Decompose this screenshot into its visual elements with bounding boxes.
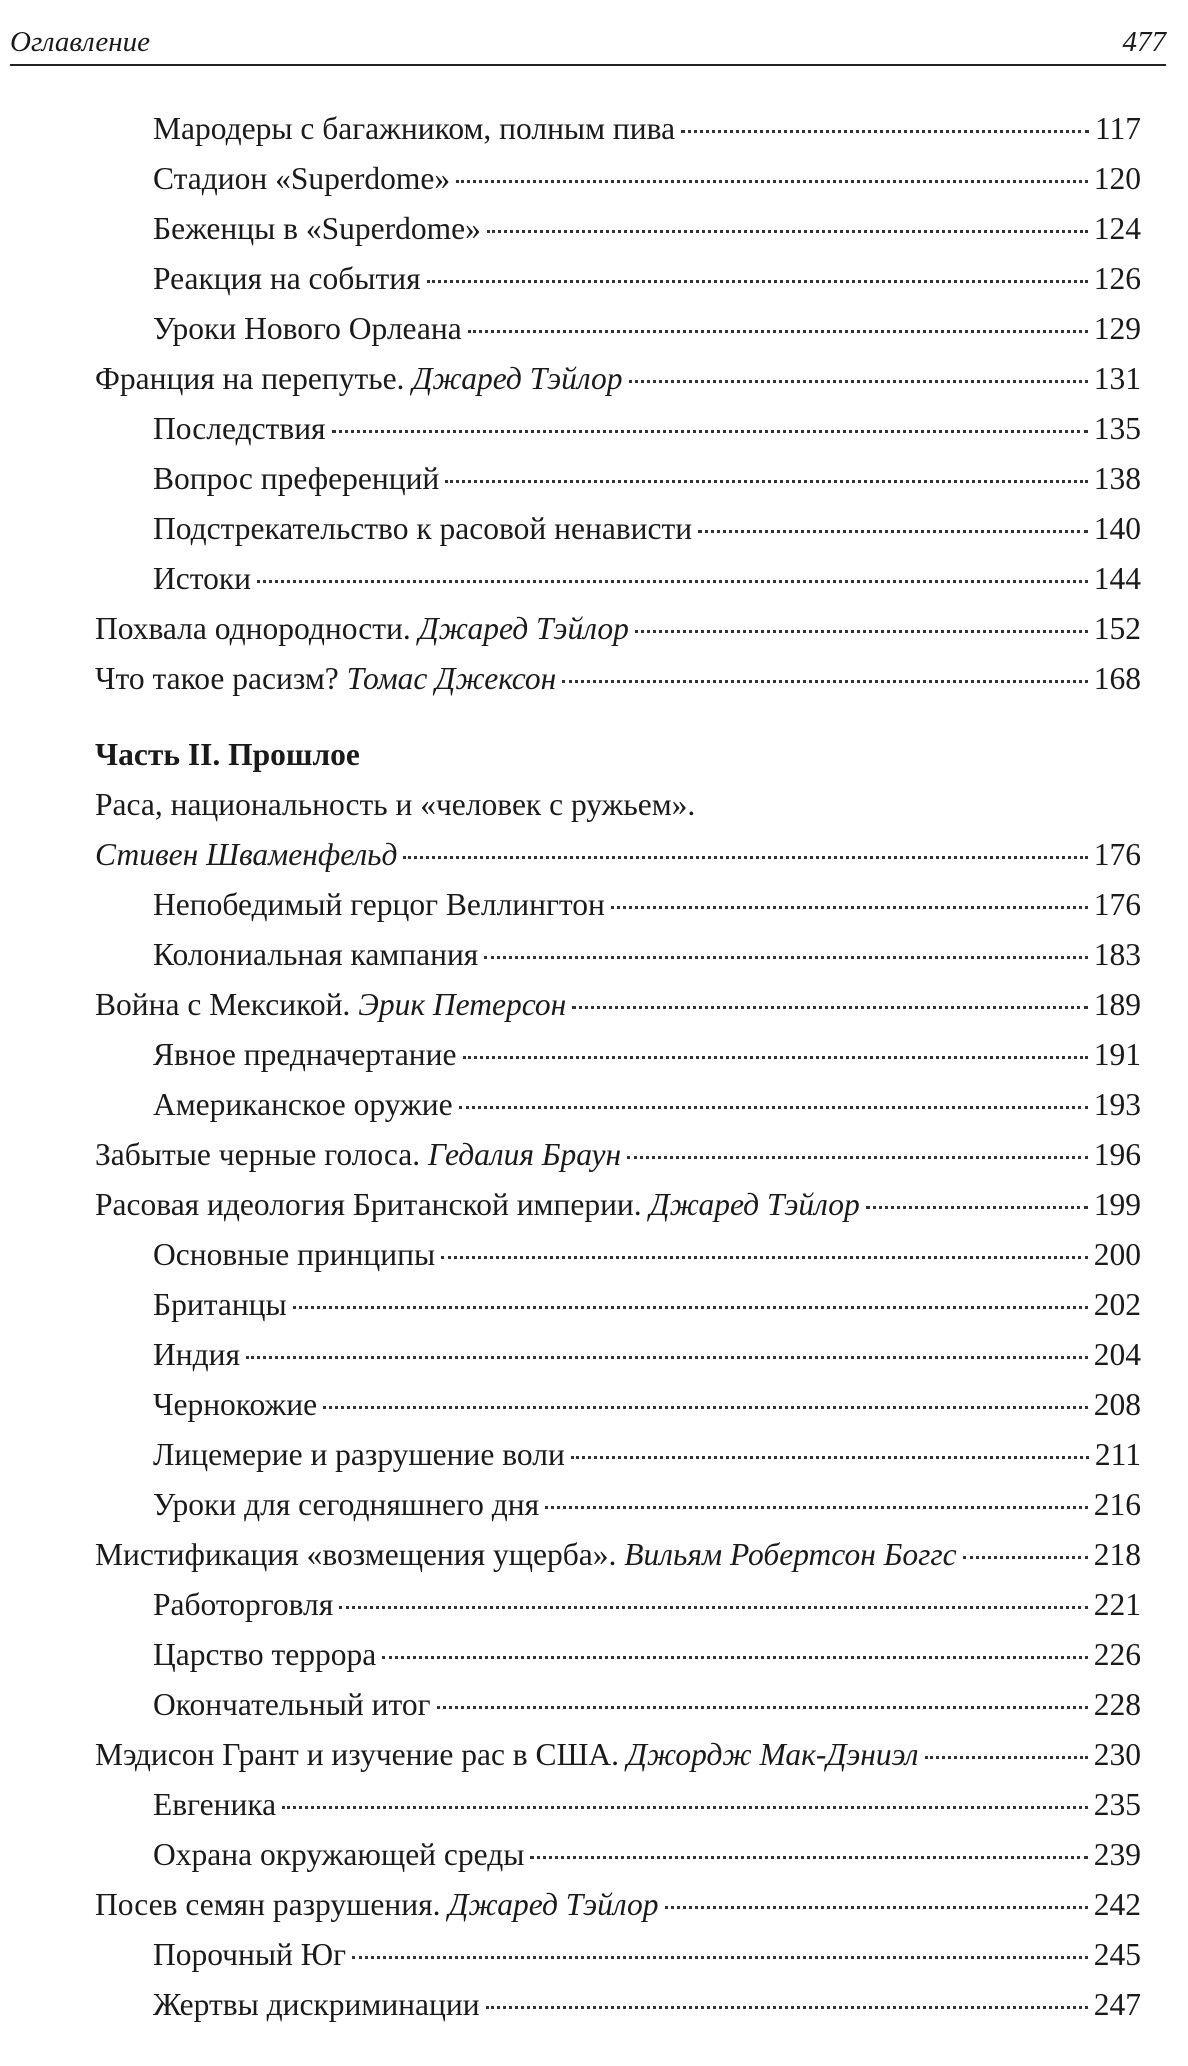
dot-leader <box>445 480 1087 483</box>
toc-subentry <box>95 1080 1141 1130</box>
dot-leader <box>323 1406 1088 1409</box>
toc-entry-page: 242 <box>1093 1887 1141 1922</box>
dot-leader <box>282 1806 1088 1809</box>
toc-entry-title-text: Индия <box>153 1337 240 1372</box>
dot-leader <box>635 630 1088 633</box>
toc-entry-page: 176 <box>1093 887 1141 922</box>
dot-leader <box>572 1006 1087 1009</box>
toc-entry-title <box>153 1430 565 1480</box>
toc-entry-page: 135 <box>1093 411 1141 446</box>
toc-entry-title <box>95 1730 919 1780</box>
toc-entry-page: 131 <box>1093 361 1141 396</box>
toc-entry <box>95 1130 1141 1180</box>
toc-entry-page: 228 <box>1093 1687 1141 1722</box>
toc-entry <box>95 654 1141 704</box>
toc-entry-author: Джаред Тэйлор <box>418 611 629 646</box>
toc-entry-page: 245 <box>1093 1937 1141 1972</box>
toc-subentry <box>95 1780 1141 1830</box>
toc-entry <box>95 1180 1141 1230</box>
toc-entry-title-text: Франция на перепутье. <box>95 361 413 396</box>
toc-entry-title-text: Истоки <box>153 561 251 596</box>
toc-entry-title-text: Забытые черные голоса. <box>95 1137 429 1172</box>
toc-entry-title-text: Уроки Нового Орлеана <box>153 311 462 346</box>
toc-entry-page: 138 <box>1093 461 1141 496</box>
toc-entry-page: 211 <box>1094 1437 1141 1472</box>
dot-leader <box>257 580 1088 583</box>
toc-entry-title <box>153 254 421 304</box>
dot-leader <box>611 906 1088 909</box>
toc-entry <box>95 354 1141 404</box>
dot-leader <box>698 530 1088 533</box>
toc-subentry <box>95 404 1141 454</box>
toc-entry-title-text: Охрана окружающей среды <box>153 1837 525 1872</box>
toc-entry-page: 221 <box>1093 1587 1141 1622</box>
toc-entry-page: 168 <box>1093 661 1141 696</box>
toc-entry-author: Джаред Тэйлор <box>412 361 623 396</box>
toc-entry <box>95 830 1141 880</box>
toc-entry-title <box>153 154 450 204</box>
toc-entry-page: 176 <box>1093 837 1141 872</box>
toc-entry-title-text: Посев семян разрушения. <box>95 1887 449 1922</box>
toc-entry-title-text: Непобедимый герцог Веллингтон <box>153 887 605 922</box>
toc-entry-page: 208 <box>1093 1387 1141 1422</box>
toc-entry-title <box>153 404 326 454</box>
toc-entry-title <box>95 1180 860 1230</box>
dot-leader <box>403 856 1087 859</box>
toc-entry-title-text: Основные принципы <box>153 1237 436 1272</box>
toc-entry-title <box>153 1280 287 1330</box>
toc-subentry <box>95 454 1141 504</box>
toc-entry-title-text: Последствия <box>153 411 326 446</box>
toc-subentry <box>95 880 1141 930</box>
toc-entry <box>95 980 1141 1030</box>
toc-subentry <box>95 554 1141 604</box>
toc-entry-page: 126 <box>1093 261 1141 296</box>
dot-leader <box>382 1656 1088 1659</box>
toc-entry-title <box>153 930 478 980</box>
toc-entry-title-text: Уроки для сегодняшнего дня <box>153 1487 540 1522</box>
toc-subentry <box>95 204 1141 254</box>
toc-entry-title <box>95 604 629 654</box>
dot-leader <box>332 430 1088 433</box>
toc-subentry <box>95 1830 1141 1880</box>
toc-subentry <box>95 1480 1141 1530</box>
dot-leader <box>339 1606 1087 1609</box>
dot-leader <box>866 1206 1088 1209</box>
toc-subentry <box>95 1930 1141 1980</box>
toc-entry-title-text: Что такое расизм? <box>95 661 347 696</box>
toc-entry-title: Раса, национальность и «человек с ружьем». <box>95 787 696 822</box>
dot-leader <box>456 180 1088 183</box>
toc-entry-page: 196 <box>1093 1137 1141 1172</box>
toc-entry-title <box>153 454 439 504</box>
toc-entry-title <box>153 1330 240 1380</box>
toc-entry-title <box>153 104 675 154</box>
section-heading: Часть II. Прошлое <box>95 737 360 772</box>
dot-leader <box>486 2006 1088 2009</box>
toc-entry-page: 226 <box>1093 1637 1141 1672</box>
toc-entry-title <box>95 654 556 704</box>
toc-entry-page: 129 <box>1093 311 1141 346</box>
toc-entry-title-text: Подстрекательство к расовой ненависти <box>153 511 693 546</box>
toc-entry-title-text: Порочный Юг <box>153 1937 347 1972</box>
toc-entry-title-text: Американское оружие <box>153 1087 453 1122</box>
toc-entry <box>95 1730 1141 1780</box>
toc-entry-title <box>153 1580 333 1630</box>
toc-entry-page: 120 <box>1093 161 1141 196</box>
toc-entry <box>95 604 1141 654</box>
toc-entry-title <box>153 1380 317 1430</box>
dot-leader <box>487 230 1088 233</box>
toc-entry-page: 152 <box>1093 611 1141 646</box>
toc-entry-title-text: Мэдисон Грант и изучение рас в США. <box>95 1737 627 1772</box>
toc-subentry <box>95 104 1141 154</box>
section-spacer <box>95 704 1141 730</box>
toc-entry-title-text: Жертвы дискриминации <box>153 1987 480 2022</box>
toc-subentry <box>95 1280 1141 1330</box>
toc-entry-title <box>95 1130 621 1180</box>
dot-leader <box>463 1056 1088 1059</box>
dot-leader <box>629 380 1088 383</box>
toc-subentry <box>95 1380 1141 1430</box>
toc-entry-page: 247 <box>1093 1987 1141 2022</box>
toc-entry-title-text: Лицемерие и разрушение воли <box>153 1437 565 1472</box>
toc-entry-author: Стивен Шваменфельд <box>95 837 398 872</box>
toc-entry-title <box>153 204 481 254</box>
toc-entry-page: 117 <box>1094 111 1141 146</box>
toc-entry-author: Гедалия Браун <box>428 1137 622 1172</box>
running-head <box>10 20 1166 66</box>
toc-entry-author: Томас Джексон <box>346 661 557 696</box>
toc-entry-title-text: Чернокожие <box>153 1387 318 1422</box>
toc-entry <box>95 1880 1141 1930</box>
toc-subentry <box>95 1580 1141 1630</box>
toc-entry-title <box>153 1980 480 2030</box>
toc-entry <box>95 1530 1141 1580</box>
dot-leader <box>352 1956 1088 1959</box>
dot-leader <box>545 1506 1088 1509</box>
toc-subentry <box>95 304 1141 354</box>
toc-entry-page: 202 <box>1093 1287 1141 1322</box>
toc-entry-title-text: Похвала однородности. <box>95 611 419 646</box>
toc-subentry <box>95 930 1141 980</box>
toc-entry-title <box>153 1680 431 1730</box>
toc-entry-title <box>95 1880 659 1930</box>
toc-subentry <box>95 1230 1141 1280</box>
toc-entry-title <box>153 1080 453 1130</box>
toc-entry-title-text: Работорговля <box>153 1587 334 1622</box>
toc-entry-title <box>153 1780 276 1830</box>
dot-leader <box>246 1356 1088 1359</box>
toc-entry-page: 235 <box>1093 1787 1141 1822</box>
toc-entry-page: 204 <box>1093 1337 1141 1372</box>
toc-entry-title <box>95 1530 957 1580</box>
toc-entry-author: Вильям Робертсон Боггс <box>624 1537 957 1572</box>
toc-group-part2 <box>95 830 1141 2030</box>
toc-entry-title <box>153 1630 376 1680</box>
dot-leader <box>484 956 1087 959</box>
toc-subentry <box>95 504 1141 554</box>
toc-entry-title <box>153 880 605 930</box>
toc-entry-title-text: Мистификация «возмещения ущерба». <box>95 1537 625 1572</box>
dot-leader <box>437 1706 1088 1709</box>
toc-subentry <box>95 1330 1141 1380</box>
toc-entry-title <box>95 830 397 880</box>
toc-entry-title-text: Вопрос преференций <box>153 461 440 496</box>
toc-entry-title-text: Стадион «Superdome» <box>153 161 451 196</box>
toc-entry-first-line <box>95 780 1141 830</box>
toc-subentry <box>95 254 1141 304</box>
toc-entry-author: Эрик Петерсон <box>358 987 567 1022</box>
toc-entry-author: Джаред Тэйлор <box>448 1887 659 1922</box>
toc-subentry <box>95 1680 1141 1730</box>
toc-entry-title <box>95 980 566 1030</box>
toc-entry-title <box>153 504 692 554</box>
toc-entry-page: 189 <box>1093 987 1141 1022</box>
dot-leader <box>562 680 1087 683</box>
running-head-title: Оглавление <box>10 26 150 58</box>
toc-entry-page: 199 <box>1093 1187 1141 1222</box>
dot-leader <box>427 280 1088 283</box>
dot-leader <box>530 1856 1087 1859</box>
toc-entry-title-text: Явное предначертание <box>153 1037 457 1072</box>
toc-subentry <box>95 154 1141 204</box>
toc-entry-page: 200 <box>1093 1237 1141 1272</box>
toc-entry-page: 140 <box>1093 511 1141 546</box>
toc-entry-title <box>153 1030 457 1080</box>
dot-leader <box>963 1556 1088 1559</box>
toc-entry-title-text: Евгеника <box>153 1787 277 1822</box>
dot-leader <box>441 1256 1088 1259</box>
toc-entry-page: 239 <box>1093 1837 1141 1872</box>
toc-entry-page: 193 <box>1093 1087 1141 1122</box>
dot-leader <box>293 1306 1088 1309</box>
dot-leader <box>468 330 1088 333</box>
toc-entry-title <box>153 1230 435 1280</box>
toc-entry-title-text: Война с Мексикой. <box>95 987 359 1022</box>
toc-subentry <box>95 1980 1141 2030</box>
toc-entry-author: Джордж Мак-Дэниэл <box>626 1737 919 1772</box>
toc-entry-page: 230 <box>1093 1737 1141 1772</box>
toc-entry-page: 191 <box>1093 1037 1141 1072</box>
toc-entry-page: 216 <box>1093 1487 1141 1522</box>
toc-entry-page: 144 <box>1093 561 1141 596</box>
toc-entry-page: 183 <box>1093 937 1141 972</box>
toc-entry-page: 124 <box>1093 211 1141 246</box>
toc-entry-title <box>153 304 462 354</box>
toc-subentry <box>95 1630 1141 1680</box>
toc-entry-title-text: Окончательный итог <box>153 1687 431 1722</box>
page-number: 477 <box>1122 26 1166 58</box>
toc-entry-title-text: Реакция на события <box>153 261 421 296</box>
toc-group-part1 <box>95 104 1141 704</box>
toc-entry-title-text: Британцы <box>153 1287 287 1322</box>
dot-leader <box>459 1106 1088 1109</box>
toc-entry-title-text: Беженцы в «Superdome» <box>153 211 481 246</box>
dot-leader <box>925 1756 1088 1759</box>
dot-leader <box>571 1456 1089 1459</box>
dot-leader <box>665 1906 1088 1909</box>
toc-entry-author: Джаред Тэйлор <box>649 1187 860 1222</box>
toc-entry-title-text: Расовая идеология Британской империи. <box>95 1187 650 1222</box>
toc-entry-title <box>153 1830 524 1880</box>
dot-leader <box>627 1156 1088 1159</box>
toc-entry-title-text: Мародеры с багажником, полным пива <box>153 111 676 146</box>
toc-entry-title <box>153 1480 539 1530</box>
table-of-contents <box>95 104 1141 2030</box>
toc-subentry <box>95 1030 1141 1080</box>
toc-entry-page: 218 <box>1093 1537 1141 1572</box>
toc-entry-title <box>95 354 623 404</box>
toc-subentry <box>95 1430 1141 1480</box>
toc-entry-title-text: Колониальная кампания <box>153 937 479 972</box>
toc-entry-title <box>153 1930 346 1980</box>
dot-leader <box>681 130 1089 133</box>
toc-entry-title-text: Царство террора <box>153 1637 377 1672</box>
toc-entry-title <box>153 554 251 604</box>
